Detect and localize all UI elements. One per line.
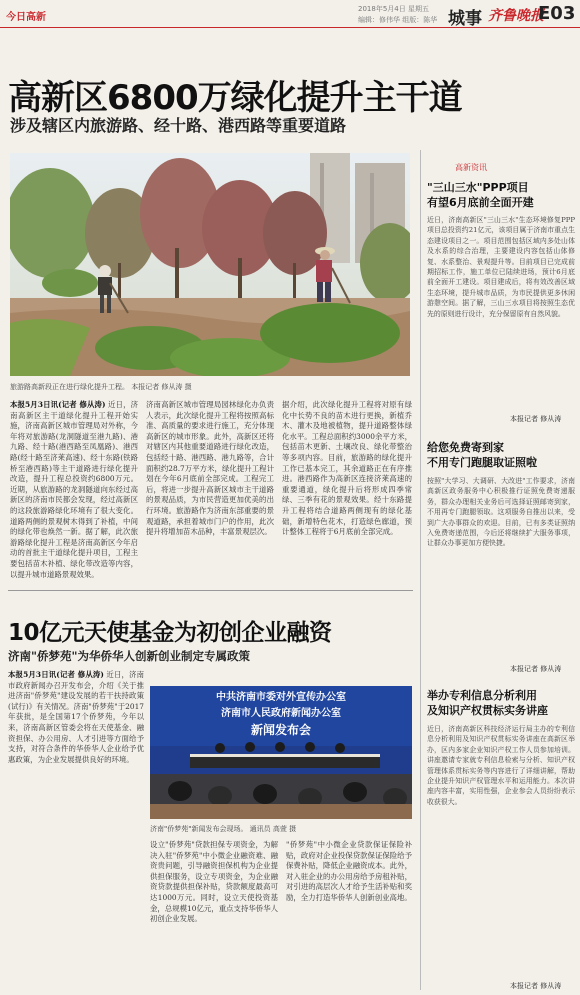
sidebar-item-1-title: "三山三水"PPP项目 有望6月底前全面开建: [427, 181, 534, 209]
main-headline: 高新区6800万绿化提升主干道: [8, 78, 462, 118]
banner-line-2: 济南市人民政府新闻办公室: [221, 708, 341, 719]
second-story-column-2: [150, 840, 278, 990]
second-story-text-2: 设立"侨梦苑"贷款担保专项资金，为解决入驻"侨梦苑"中小微企业融资难、融资贵问题，引导融资担保机构为企业提供担保服务，设立专项资金，为企业融资贷款提供担保补贴，贷款额度最高可达1000万元。同时，设立天使投资基金，总规模10亿元，重点支持华侨华人初创企业发展。: [150, 840, 278, 924]
main-story-column-1: [10, 400, 138, 580]
sidebar-item-3-title: 举办专利信息分析利用 及知识产权贯标实务讲座: [427, 689, 548, 717]
column-tag: 今日高新: [6, 12, 46, 23]
sidebar-label: 高新资讯: [455, 163, 487, 172]
second-story-text-1: 近日，济南市政府新闻办召开发布会，介绍《关于推进济南"侨梦苑"建设发展的若干扶持政策(试行)》有关情况。济南"侨梦苑"于2017年获批，是全国第17个侨梦苑，今年以来，济南高新区管委会将在天使基金、融资担保、办公用房、人才引进等方面给予支持，对符合条件的华侨华人企业给予优惠政策，为企业发展提供良好的环境。: [8, 670, 144, 764]
banner-line-3: 新闻发布会: [250, 723, 312, 737]
second-story-text-3: "侨梦苑"中小微企业贷款保证保险补贴，政府对企业投保贷款保证保险给予保费补贴，降低企业融资成本。此外，对入驻企业的办公用房给予房租补贴，对引进的高层次人才给予生活补贴和奖励，全力打造华侨华人创新创业高地。: [286, 840, 412, 902]
photo-caption: 旅游路高新段正在进行绿化提升工程。 本报记者 修从涛 摄: [10, 383, 192, 391]
newspaper-logo: 齐鲁晚报: [488, 8, 544, 24]
sidebar-item-2-reporter: 本报记者 修从涛: [510, 665, 562, 673]
sidebar-item-1-reporter: 本报记者 修从涛: [510, 415, 562, 423]
greening-photo: [10, 153, 410, 376]
second-headline: 10亿元天使基金为初创企业融资: [8, 620, 332, 646]
main-story-text-3: 据介绍，此次绿化提升工程将对原有绿化中长势不良的苗木进行更换，新植乔木、灌木及地被植物，提升道路整体绿化水平。工程总面积约3000余平方米，包括苗木更新、土壤改良、绿化带整治等多项内容。目前，旅游路的绿化提升工作已基本完工，其余道路正在有序推进。港西路作为高新区连接济莱高速的重要通道，绿化提升后将形成四季常绿、三季有花的景观效果。经十东路提升工程将结合道路两侧现有的绿化基础，新增特色花木，打造绿色廊道，预计整体工程将于6月底前全部完成。: [282, 400, 412, 537]
second-story-column-1: [8, 670, 144, 990]
main-story-column-2: [146, 400, 274, 580]
story-divider: [8, 590, 413, 591]
main-story-text-2: 济南高新区城市管理局园林绿化办负责人表示，此次绿化提升工程将按照高标准、高质量的要求进行施工，充分体现高新区的城市形象。此外，高新区还将对辖区内其他重要道路进行绿化改造，包括经十路、港西路、港九路等，合计面积约28.7万平方米，绿化提升工程计划在今年6月底前全部完成。工程完工后，将进一步提升高新区城市主干道路的景观品质，为市民营造更加优美的出行环境。旅游路作为济南东部重要的景观道路，承担着城市门户的作用，此次提升将增加苗木品种，丰富景观层次。: [146, 400, 274, 537]
sidebar-item-2-title: 给您免费寄到家 不用专门跑腿取证照啦: [427, 441, 537, 469]
byline: 本报5月3日讯(记者 修从涛): [10, 400, 106, 409]
second-byline: 本报5月3日讯(记者 修从涛): [8, 670, 104, 679]
section-name: 城事: [448, 9, 482, 29]
page-header: [0, 0, 580, 28]
banner-line-1: 中共济南市委对外宣传办公室: [216, 692, 346, 703]
second-story-column-3: [286, 840, 412, 990]
sidebar-item-1-body: 近日，济南高新区"三山三水"生态环境修复PPP项目总投资约21亿元，该项目属于济南市重点生态建设项目之一。项目范围包括区域内多处山体及水系的综合治理，主要建设内容包括山体修复、水系整治、景观提升等。目前项目已完成前期招标工作，施工单位已陆续进场，预计6月底前全面开工建设。项目建成后，将有效改善区域生态环境，提升城市品质，为市民提供更多休闲游憩空间。据了解，三山三水项目将按照生态优先的原则进行设计，充分保留原有自然风貌。: [427, 216, 575, 318]
editor-credits: 编辑：修伟华 组版：陈华: [358, 16, 438, 24]
press-photo-caption: 济南"侨梦苑"新闻发布会现场。 通讯员 高萱 摄: [150, 825, 297, 833]
second-subheadline: 济南"侨梦苑"为华侨华人创新创业制定专属政策: [8, 649, 250, 663]
page-number: E03: [538, 3, 576, 24]
main-story-text-1: 近日，济南高新区主干道绿化提升工程开始实施，济南高新区城市管理局对外称，今年将对旅游路(龙洞隧道至港九路)、港九路、经十路(港西路至凤凰路)、港西路(经十路至济莱高速)、经十东路(铁路桥至港西路)等主干道路进行绿化提升改造，提升工程总投资约6800万元。近期，从旅游路的龙洞隧道向东经过高新区的济南市民都会发现，经过高新区的这段旅游路绿化环境有了很大变化。道路两侧的景观树木得到了补植，中间的绿化带也焕然一新。据了解，此次旅游路绿化提升工程是济南高新区今年启动的首批主干道绿化提升项目，工程主要包括苗木补植、绿化带改造等内容，以提升城市道路景观效果。: [10, 400, 138, 579]
press-conference-photo: [150, 686, 412, 819]
sidebar-item-3-body: 近日，济南高新区科技经济运行局主办的专利信息分析利用及知识产权贯标实务讲座在高新区举办，区内多家企业知识产权工作人员参加培训。讲座邀请专家就专利信息检索与分析、知识产权管理体系贯标实务等内容进行了详细讲解，帮助企业提升知识产权管理水平和运用能力。本次讲座内容丰富，实用性强，企业参会人员纷纷表示收获很大。: [427, 725, 575, 806]
main-story-column-3: [282, 400, 412, 580]
sidebar-item-2-body: 按照"大学习、大调研、大改进"工作要求，济南高新区政务服务中心积极推行证照免费寄递服务，群众办理相关业务后可选择证照邮寄到家，不用再专门跑腿领取。这项服务自推出以来，受到广大办事群众的欢迎。目前，已有多类证照纳入免费寄递范围，今后还将继续扩大服务事项，让群众办事更加方便快捷。: [427, 477, 575, 548]
main-subheadline: 涉及辖区内旅游路、经十路、港西路等重要道路: [10, 116, 347, 135]
sidebar-item-3-reporter: 本报记者 修从涛: [510, 982, 562, 990]
sidebar-divider: [420, 150, 421, 990]
issue-date: 2018年5月4日 星期五: [358, 5, 429, 13]
